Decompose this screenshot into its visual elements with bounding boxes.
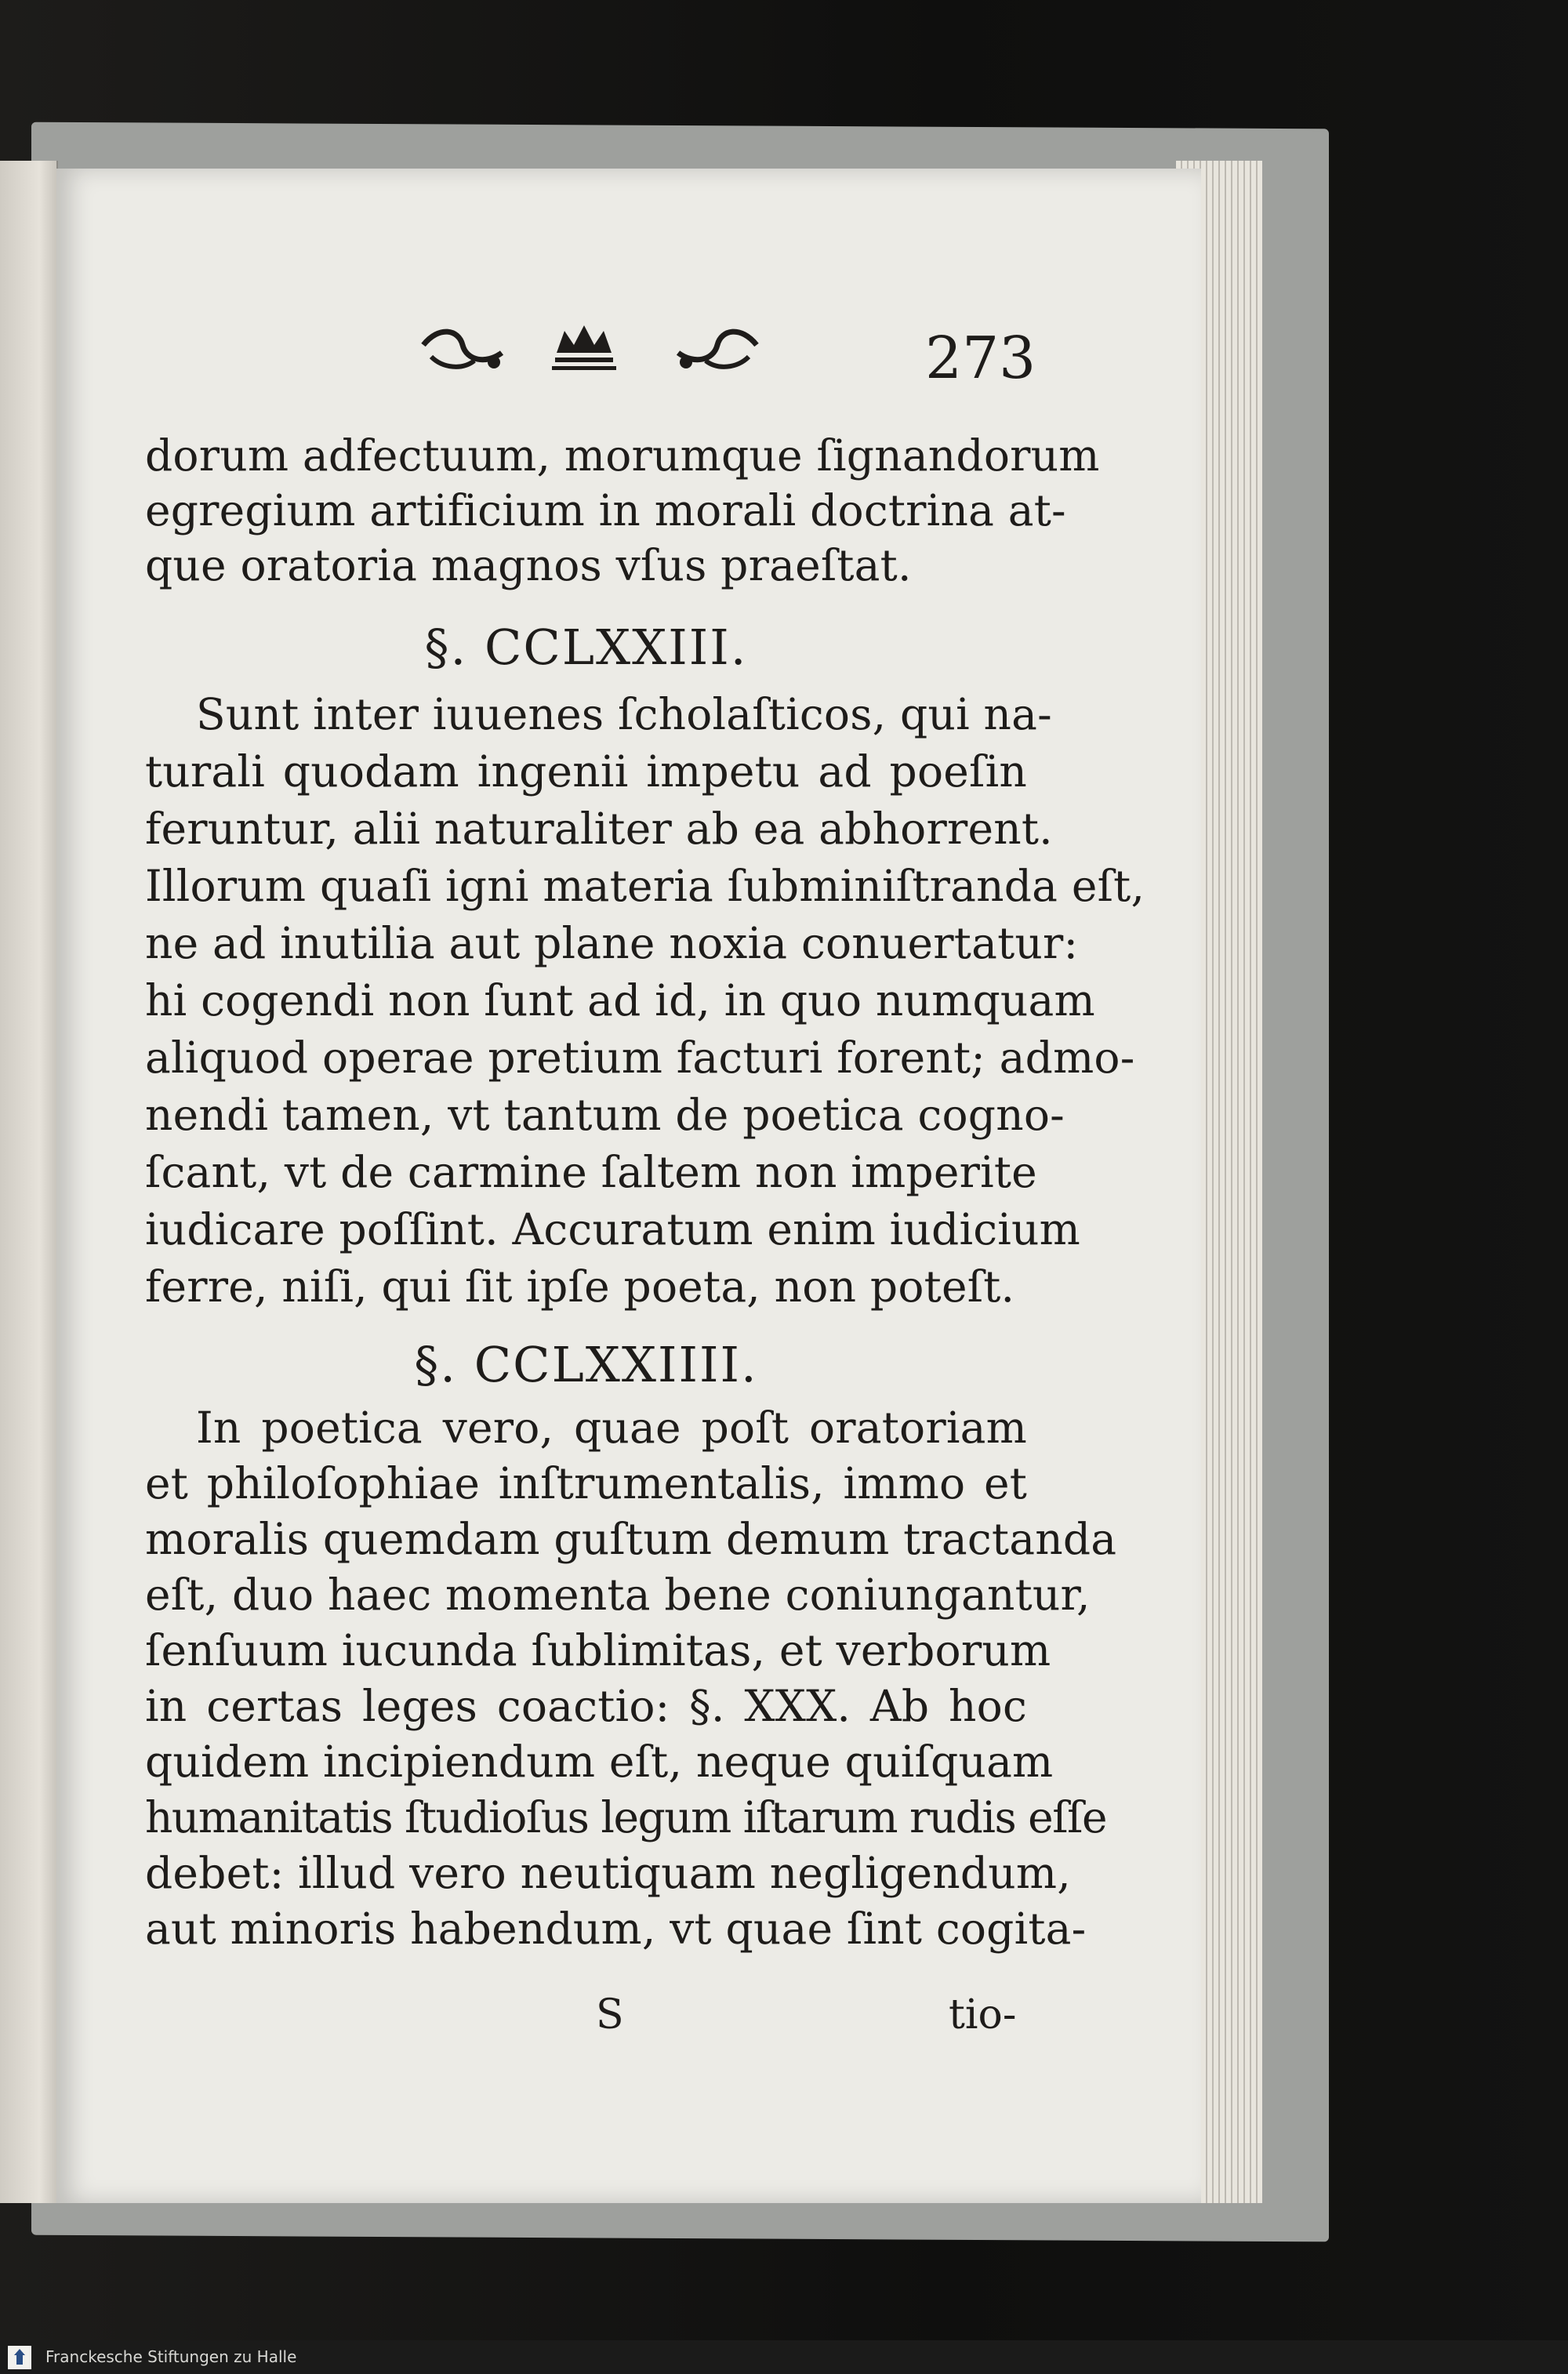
text-line: moralis quemdam guſtum demum tractanda [145, 1514, 1117, 1564]
signature-mark: S [596, 1991, 624, 2038]
text-line: ſenſuum iucunda ſublimitas, et verborum [145, 1625, 1051, 1675]
text-line: egregium artificium in morali doctrina at- [145, 485, 1066, 535]
text-line: humanitatis ſtudioſus legum iſtarum rudis eſſe [145, 1792, 1106, 1842]
archive-label: Franckesche Stiftungen zu Halle [45, 2347, 297, 2366]
page-number: 273 [925, 325, 1036, 392]
text-line: aut minoris habendum, vt quae ſint cogita- [145, 1904, 1087, 1954]
text-line: hi cogendi non ſunt ad id, in quo numquam [145, 975, 1095, 1025]
text-line: iudicare poſſint. Accuratum enim iudicium [145, 1204, 1081, 1254]
text-line: que oratoria magnos vſus praeſtat. [145, 540, 912, 590]
text-line: aliquod operae pretium facturi forent; admo- [145, 1033, 1135, 1083]
text-line: ne ad inutilia aut plane noxia conuertatur: [145, 918, 1079, 968]
text-line: ſcant, vt de carmine ſaltem non imperite [145, 1147, 1037, 1197]
facing-page-edge [0, 161, 58, 2203]
text-line: nendi tamen, vt tantum de poetica cogno- [145, 1090, 1065, 1140]
section-heading: §. CCLXXIIII. [414, 1336, 758, 1393]
text-line: eſt, duo haec momenta bene coniungantur, [145, 1570, 1091, 1620]
right-flourish-icon [670, 321, 764, 376]
text-line: Sunt inter iuuenes ſcholaſticos, qui na- [196, 689, 1052, 739]
text-line: quidem incipiendum eſt, neque quiſquam [145, 1737, 1054, 1787]
text-line: ferre, niſi, qui ſit ipſe poeta, non poteſt. [145, 1261, 1015, 1312]
text-line: dorum adfectuum, morumque ſignandorum [145, 430, 1100, 481]
crown-ornament-icon [549, 321, 619, 376]
archive-logo-icon [8, 2346, 31, 2369]
text-line: in certas leges coactio: §. XXX. Ab hoc [145, 1681, 1027, 1731]
text-line: debet: illud vero neutiquam negligendum, [145, 1848, 1071, 1898]
section-heading: §. CCLXXIII. [424, 619, 748, 676]
text-line: Illorum quaſi igni materia ſubminiſtranda eſt, [145, 861, 1145, 911]
text-line: In poetica vero, quae poſt oratoriam [196, 1403, 1027, 1453]
text-line: et philoſophiae inſtrumentalis, immo et [145, 1458, 1027, 1508]
text-line: feruntur, alii naturaliter ab ea abhorrent. [145, 804, 1053, 854]
catchword: tio- [949, 1991, 1017, 2038]
left-flourish-icon [416, 321, 510, 376]
text-line: turali quodam ingenii impetu ad poeſin [145, 746, 1027, 797]
